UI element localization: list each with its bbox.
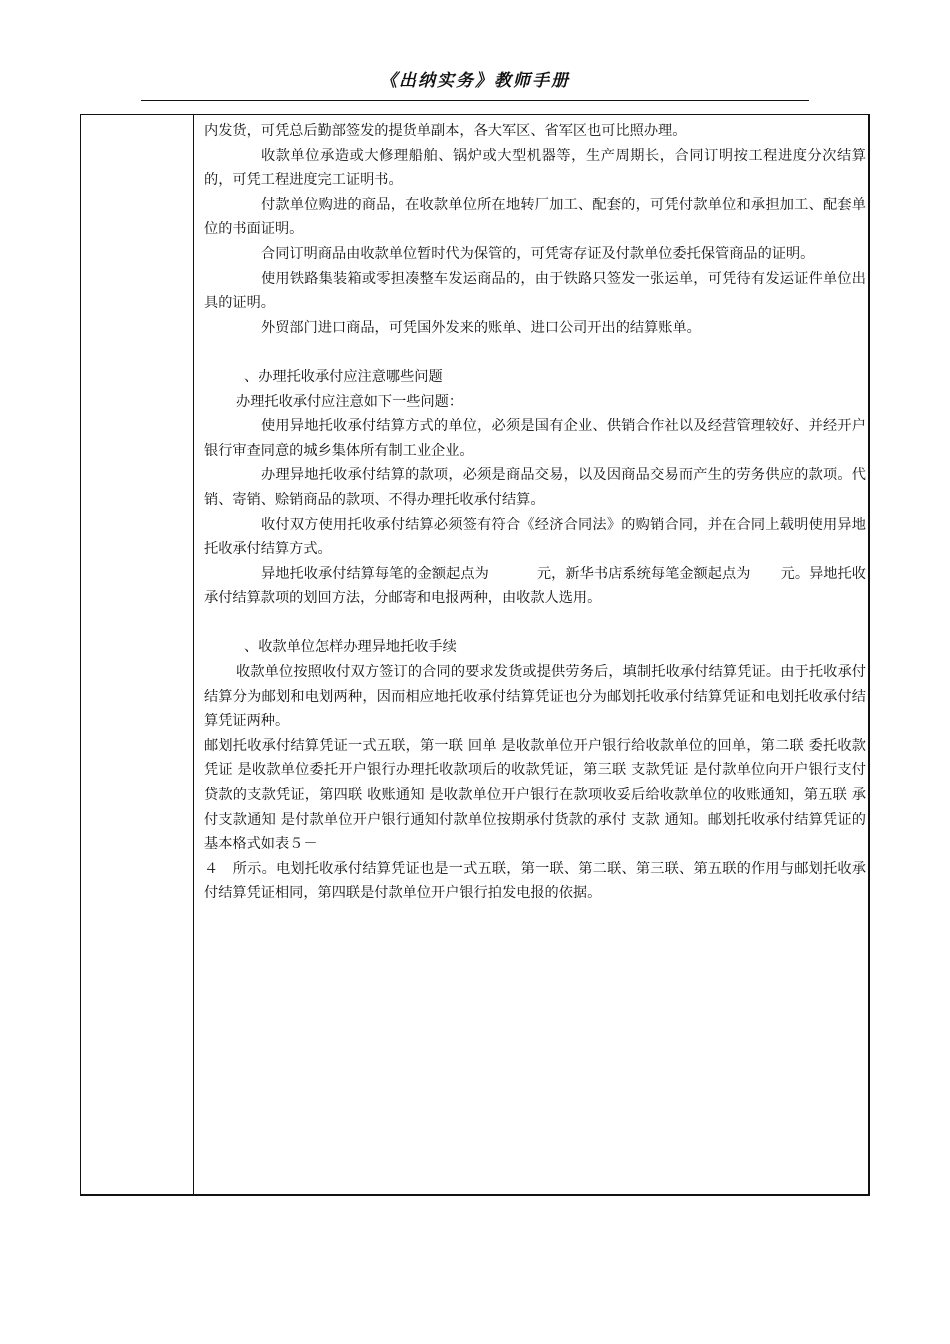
section-heading-1: 、办理托收承付应注意哪些问题	[244, 368, 443, 385]
paragraph-9: 办理异地托收承付结算的款项，必须是商品交易，以及因商品交易而产生的劳务供应的款项。代销、寄销、赊销商品的款项、不得办理托收承付结算。	[204, 467, 866, 508]
left-column-cell	[81, 115, 194, 1194]
paragraph-7: 办理托收承付应注意如下一些问题：	[236, 393, 464, 410]
paragraph-2: 收款单位承造或大修理船舶、锅炉或大型机器等，生产周期长，合同订明按工程进度分次结算的，可凭工程进度完工证明书。	[204, 147, 866, 189]
content-table	[80, 114, 870, 1196]
paragraph-5: 使用铁路集装箱或零担凑整车发运商品的，由于铁路只签发一张运单，可凭待有发运证件单位出具的证明。	[204, 270, 866, 312]
paragraph-12: 收款单位按照收付双方签订的合同的要求发货或提供劳务后，填制托收承付结算凭证。由于托收承付结算分为邮划和电划两种，因而相应地托收承付结算凭证也分为邮划托收承付结算凭证和电划托收承付结算凭证两种。	[204, 664, 866, 730]
paragraph-3: 付款单位购进的商品，在收款单位所在地转厂加工、配套的，可凭付款单位和承担加工、配套单位的书面证明。	[204, 196, 866, 238]
paragraph-11-part-a: 异地托收承付结算每笔的金额起点为	[261, 565, 489, 582]
section-heading-2: 、收款单位怎样办理异地托收手续	[244, 639, 457, 656]
paragraph-6: 外贸部门进口商品，可凭国外发来的账单、进口公司开出的结算账单。	[261, 319, 701, 336]
paragraph-11-part-c: 元。异地托收承付结算款项的划回方法，分邮寄和电报两种，由收款人选用。	[204, 565, 866, 607]
content-cell	[204, 119, 866, 906]
header-divider	[141, 100, 809, 101]
spacer	[204, 611, 866, 636]
paragraph-11	[204, 562, 866, 611]
paragraph-11-part-b: 元，新华书店系统每笔金额起点为	[536, 565, 751, 582]
paragraph-13: 邮划托收承付结算凭证一式五联，第一联 回单 是收款单位开户银行给收款单位的回单，第二联 委托收款凭证 是收款单位委托开户银行办理托收款项后的收款凭证，第三联 支款凭证 是付款单位向开户银行支付贷款的支款凭证，第四联 收账通知 是收款单位开户银行在款项收妥后给收款单位的收账通知，第五联 承付支款通知 是付款单位开户银行通知付款单位按期承付货款的承付 支款 通知。邮划托收承付结算凭证的基本格式如表５－	[204, 737, 866, 853]
paragraph-10: 收付双方使用托收承付结算必须签有符合《经济合同法》的购销合同，并在合同上载明使用异地托收承付结算方式。	[204, 516, 866, 558]
page-header-title: 《出纳实务》教师手册	[380, 71, 570, 91]
paragraph-14: ４ 所示。电划托收承付结算凭证也是一式五联，第一联、第二联、第三联、第五联的作用与邮划托收承付结算凭证相同，第四联是付款单位开户银行拍发电报的依据。	[204, 860, 866, 902]
spacer	[204, 340, 866, 365]
paragraph-1: 内发货，可凭总后勤部签发的提货单副本，各大军区、省军区也可比照办理。	[204, 123, 687, 139]
paragraph-4: 合同订明商品由收款单位暂时代为保管的，可凭寄存证及付款单位委托保管商品的证明。	[261, 245, 815, 262]
paragraph-8: 使用异地托收承付结算方式的单位，必须是国有企业、供销合作社以及经营管理较好、并经开户银行审查同意的城乡集体所有制工业企业。	[204, 418, 866, 459]
